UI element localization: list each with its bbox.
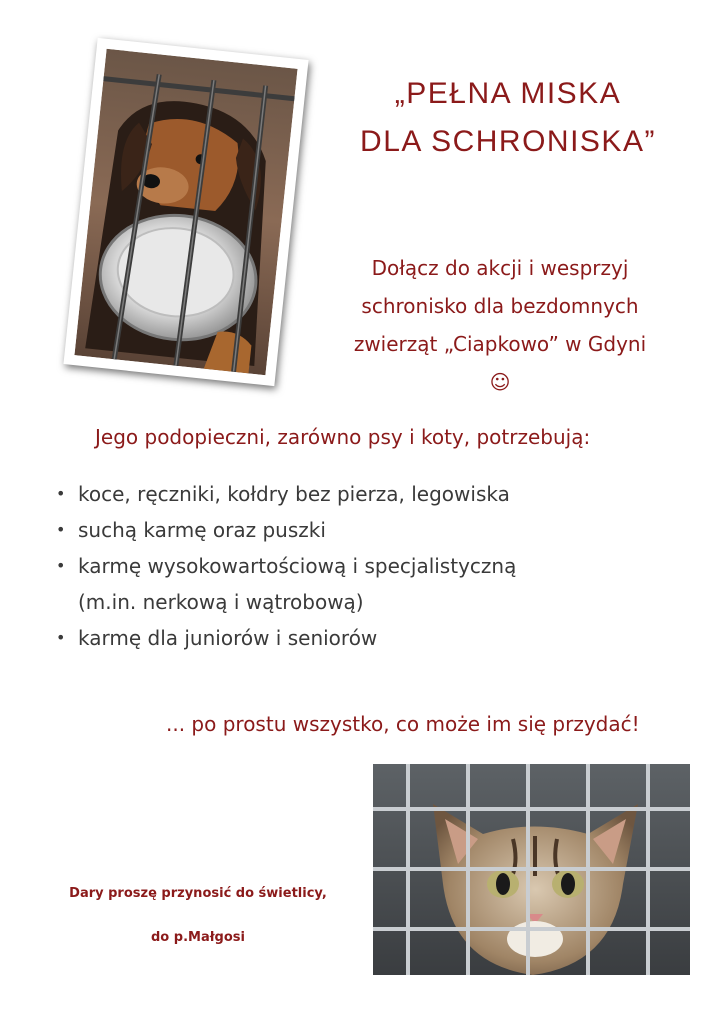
dog-image [74, 49, 297, 375]
poster-title [318, 70, 698, 166]
needs-heading: Jego podopieczni, zarówno psy i koty, potrzebują: [95, 425, 591, 449]
invite-line-1: Dołącz do akcji i wesprzyj [371, 256, 629, 280]
cat-photo [373, 764, 690, 975]
closing-line: ... po prostu wszystko, co może im się przydać! [166, 712, 640, 736]
bullet-icon: • [56, 556, 66, 575]
list-item-text: koce, ręczniki, kołdry bez pierza, legowiska [78, 482, 510, 506]
list-item [50, 512, 516, 548]
invite-line-2: schronisko dla bezdomnych [361, 294, 639, 318]
dog-photo [63, 38, 308, 386]
list-item-text: suchą karmę oraz puszki [78, 518, 326, 542]
title-line-1: „PEŁNA MISKA [394, 77, 622, 110]
list-item [50, 548, 516, 620]
list-item [50, 476, 516, 512]
donate-line-1: Dary proszę przynosić do świetlicy, [69, 886, 327, 901]
list-item-text: karmę dla juniorów i seniorów [78, 626, 378, 650]
bullet-icon: • [56, 520, 66, 539]
cat-image [373, 764, 690, 975]
list-item [50, 620, 516, 656]
bullet-icon: • [56, 628, 66, 647]
donate-line-2: do p.Małgosi [151, 930, 245, 945]
bullet-icon: • [56, 484, 66, 503]
donation-info [36, 872, 360, 960]
title-line-2: DLA SCHRONISKA” [360, 125, 656, 158]
list-item-note: (m.in. nerkową i wątrobową) [78, 590, 364, 614]
invite-line-3-text: zwierząt „Ciapkowo” w Gdyni [353, 332, 647, 356]
invitation-text [300, 249, 700, 401]
invite-line-3 [300, 325, 700, 401]
smiley-icon: ☺ [489, 370, 511, 394]
needs-list [50, 476, 516, 656]
list-item-text: karmę wysokowartościową i specjalistyczną [78, 554, 517, 578]
